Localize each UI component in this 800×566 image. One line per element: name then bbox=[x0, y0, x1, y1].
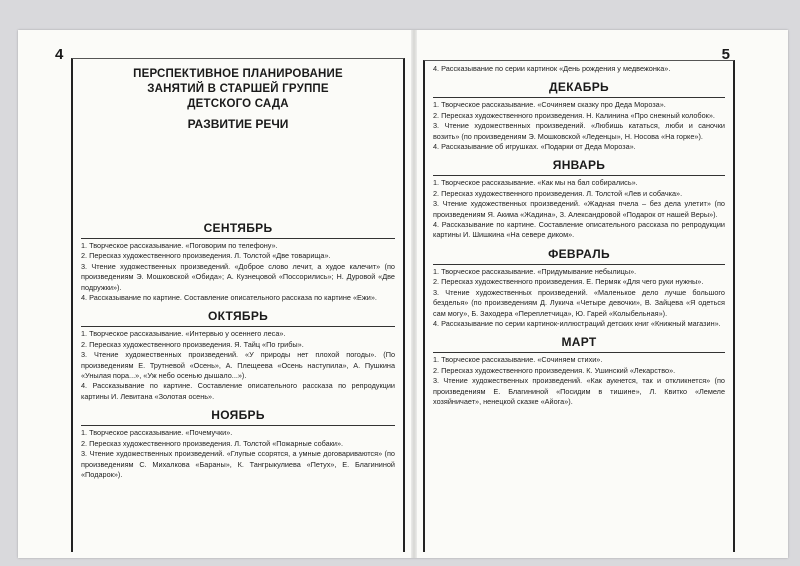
divider bbox=[433, 175, 725, 176]
page-number-left: 4 bbox=[55, 46, 64, 63]
divider bbox=[433, 264, 725, 265]
divider bbox=[81, 326, 395, 327]
list-item: 3. Чтение художественных произведений. «У природы нет плохой погоды». (По произведениям Е. Трутневой «Осень», А. Плещеева «Осень наступила», А. Пушкина «Унылая пора...», «Уж небо осенью дышало...»). bbox=[81, 350, 395, 381]
title-line: ДЕТСКОГО САДА bbox=[187, 98, 289, 110]
list-item: 1. Творческое рассказывание. «Интервью у осеннего леса». bbox=[81, 329, 286, 339]
divider bbox=[433, 352, 725, 353]
list-item: 1. Творческое рассказывание. «Поговорим по телефону». bbox=[81, 241, 278, 250]
list-item: 1. Творческое рассказывание. «Как мы на бал собирались». bbox=[433, 178, 638, 188]
list-item: 3. Чтение художественных произведений. «Жадная пчела – без дела улетит» (по произведениям Я. Акима «Жадина», З. Александровой «Подарок от нашей Веры»). bbox=[433, 199, 725, 219]
list-item: 2. Пересказ художественного произведения. Е. Пермяк «Для чего руки нужны». bbox=[433, 277, 704, 287]
month-heading-december: ДЕКАБРЬ bbox=[549, 80, 609, 95]
list-item: 2. Пересказ художественного произведения. Л. Толстой «Две товарища». bbox=[81, 251, 331, 261]
list-item: 4. Рассказывание по серии картинок «День рождения у медвежонка». bbox=[433, 64, 671, 73]
month-heading-february: ФЕВРАЛЬ bbox=[548, 246, 610, 261]
list-item: 4. Рассказывание по картине. Составление описательного рассказа по репродукции картины И. Шишкина «На севере диком». bbox=[433, 220, 725, 240]
list-item: 3. Чтение художественных произведений. «Глупые ссорятся, а умные договариваются» (по произведениям С. Михалкова «Бараны», К. Тангрыкулиева «Петух», Е. Благининой «Подарок»). bbox=[81, 449, 395, 479]
left-page-frame bbox=[71, 58, 405, 552]
title-line: ПЕРСПЕКТИВНОЕ ПЛАНИРОВАНИЕ bbox=[133, 68, 343, 80]
list-item: 3. Чтение художественных произведений. «Любишь кататься, люби и саночки возить» (по произведениям Э. Мошковской «Леденцы», Н. Носова «На горке»). bbox=[433, 121, 725, 141]
divider bbox=[433, 97, 725, 98]
right-page-frame bbox=[423, 60, 735, 552]
month-heading-november: НОЯБРЬ bbox=[211, 408, 265, 423]
list-item: 4. Рассказывание по картине. Составление описательного рассказа по картине «Ежи». bbox=[81, 293, 377, 303]
month-heading-september: СЕНТЯБРЬ bbox=[203, 221, 273, 235]
title-line: ЗАНЯТИЙ В СТАРШЕЙ ГРУППЕ bbox=[147, 83, 329, 95]
book-fold bbox=[411, 30, 417, 558]
list-item: 1. Творческое рассказывание. «Почемучки». bbox=[81, 428, 233, 438]
month-heading-january: ЯНВАРЬ bbox=[552, 158, 606, 173]
list-item: 3. Чтение художественных произведений. «Как аукнется, так и откликнется» (по произведениям Е. Благининой «Посидим в тишине», Л. Квитко «Лемеле хозяйничает», ненецкой сказке «Айога»). bbox=[433, 376, 725, 406]
divider bbox=[81, 238, 395, 239]
list-item: 1. Творческое рассказывание. «Сочиняем стихи». bbox=[433, 355, 603, 365]
list-item: 2. Пересказ художественного произведения. Я. Тайц «По грибы». bbox=[81, 339, 304, 349]
list-item: 4. Рассказывание по картине. Составление описательного рассказа по репродукции картины И. Левитана «Золотая осень». bbox=[81, 381, 395, 401]
list-item: 4. Рассказывание по серии картинок-иллюстраций детских книг «Книжный магазин». bbox=[433, 318, 721, 328]
month-heading-march: МАРТ bbox=[561, 335, 597, 350]
list-item: 2. Пересказ художественного произведения. Н. Калинина «Про снежный колобок». bbox=[433, 110, 715, 120]
right-page bbox=[418, 30, 788, 558]
page-number-right: 5 bbox=[721, 46, 730, 63]
list-item: 4. Рассказывание об игрушках. «Подарки от Деда Мороза». bbox=[433, 142, 636, 152]
list-item: 2. Пересказ художественного произведения. Л. Толстой «Пожарные собаки». bbox=[81, 438, 344, 448]
list-item: 2. Пересказ художественного произведения. Л. Толстой «Лев и собачка». bbox=[433, 188, 683, 198]
month-heading-october: ОКТЯБРЬ bbox=[207, 309, 269, 324]
book-spread bbox=[18, 30, 788, 558]
list-item: 1. Творческое рассказывание. «Придумывание небылицы». bbox=[433, 266, 637, 276]
list-item: 3. Чтение художественных произведений. «Маленькое дело лучше большого безделья» (по произведениям Д. Лукича «Четыре девочки», В. Зайцева «Я одеться сам могу», Б. Заходера «Переплетчица», Ю. Гарей «Колыбельная»). bbox=[433, 287, 725, 318]
list-item: 2. Пересказ художественного произведения. К. Ушинский «Лекарство». bbox=[433, 365, 676, 375]
list-item: 1. Творческое рассказывание. «Сочиняем сказку про Деда Мороза». bbox=[433, 100, 666, 110]
left-page bbox=[18, 30, 408, 558]
page-title bbox=[79, 67, 397, 112]
divider bbox=[81, 425, 395, 426]
section-subtitle: РАЗВИТИЕ РЕЧИ bbox=[187, 117, 289, 131]
list-item: 3. Чтение художественных произведений. «Доброе слово лечит, а худое калечит» (по произведениям Э. Мошковской «Обида»; А. Кузнецовой «Поссорились»; Н. Дуровой «Две подружки»). bbox=[81, 261, 395, 292]
